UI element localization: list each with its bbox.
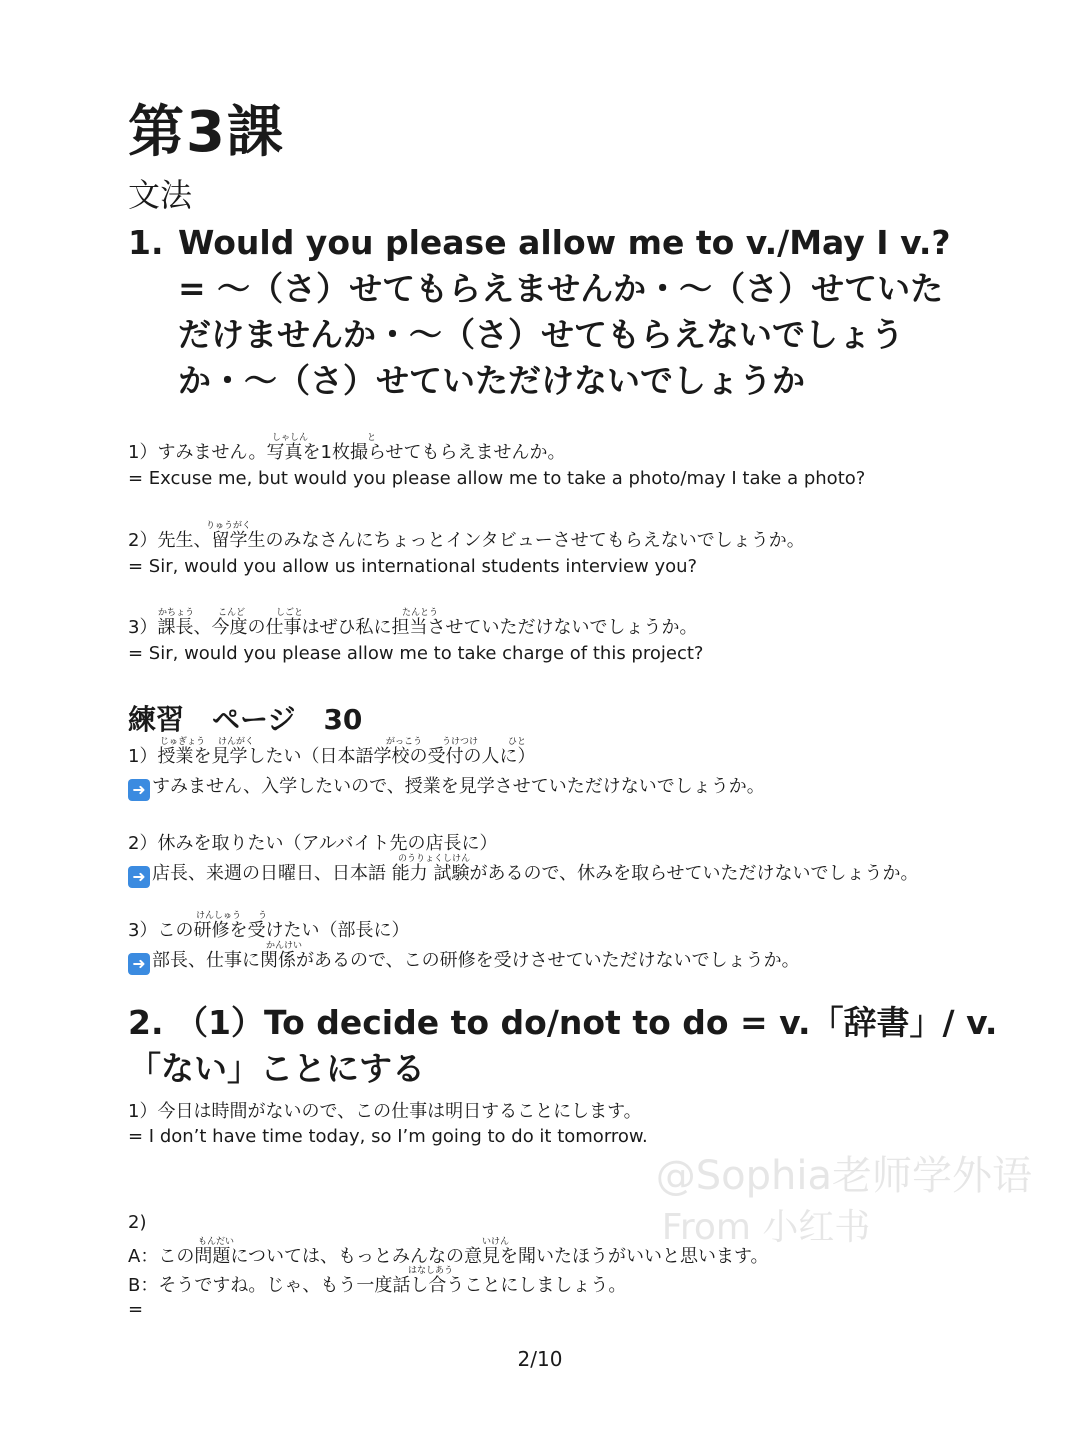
right-arrow-icon: ➜	[128, 779, 150, 801]
practice-a3	[128, 946, 800, 975]
furigana-uketsuke: うけつけ	[442, 737, 479, 747]
practice-a2	[128, 859, 919, 888]
furigana-to: と	[367, 433, 377, 443]
section2-ex2-a: A：この問題については、もっとみんなの意見を聞いたほうがいいと思います。	[128, 1246, 769, 1267]
furigana-kachou: かちょう	[158, 608, 195, 618]
watermark-line2: From 小红书	[661, 1207, 871, 1248]
page-number: 2/10	[517, 1347, 563, 1371]
furigana-u: う	[258, 911, 268, 921]
example1-en: = Excuse me, but would you please allow me to take a photo/may I take a photo?	[128, 468, 866, 489]
right-arrow-icon: ➜	[128, 866, 150, 888]
practice-a2-text: 店長、来週の日曜日、日本語 能力 試験があるので、休みを取らせていただけないでしょうか。	[152, 863, 919, 884]
furigana-shigoto: しごと	[276, 608, 304, 618]
furigana-gakkou: がっこう	[386, 737, 423, 747]
furigana-hito: ひと	[508, 737, 527, 747]
example2-jp: 2）先生、留学生のみなさんにちょっとインタビューさせてもらえないでしょうか。	[128, 530, 805, 551]
example1-jp: 1）すみません。写真を1枚撮らせてもらえませんか。	[128, 442, 566, 463]
watermark-line1: @Sophia老师学外语	[655, 1153, 1032, 1199]
section2-ex2-label: 2)	[128, 1212, 147, 1233]
watermark	[656, 1150, 1032, 1254]
practice-a3-text: 部長、仕事に関係があるので、この研修を受けさせていただけないでしょうか。	[152, 950, 800, 971]
section1-heading-text: Would you please allow me to v./May I v.? = 〜（さ）せてもらえませんか・〜（さ）せていただけませんか・〜（さ）せてもらえないでしょうか・〜（さ）せていただけないでしょうか	[178, 223, 951, 400]
section2-heading-line1: 2. （1）To decide to do/not to do = v.「辞書」/ v.	[128, 1003, 998, 1042]
example3-jp: 3）課長、今度の仕事はぜひ私に担当させていただけないでしょうか。	[128, 617, 698, 638]
furigana-iken: いけん	[482, 1237, 510, 1247]
page-subtitle: 文法	[128, 176, 193, 214]
furigana-shashin: しゃしん	[272, 433, 309, 443]
furigana-jugyou: じゅぎょう	[160, 737, 206, 747]
practice-q3: 3）この研修を受けたい（部長に）	[128, 920, 410, 941]
practice-a1	[128, 772, 765, 801]
furigana-kondo: こんど	[218, 608, 246, 618]
furigana-kankei: かんけい	[266, 941, 303, 951]
section2-ex1-jp: 1）今日は時間がないので、この仕事は明日することにします。	[128, 1101, 642, 1122]
furigana-ryuugaku: りゅうがく	[206, 521, 252, 531]
page-title: 第3課	[128, 100, 285, 165]
practice-a1-text: すみません、入学したいので、授業を見学させていただけないでしょうか。	[152, 776, 765, 797]
example2-en: = Sir, would you allow us international students interview you?	[128, 556, 698, 577]
practice-heading: 練習 ページ 30	[128, 703, 363, 736]
section2-ex2-eq: =	[128, 1299, 144, 1320]
practice-q1: 1）授業を見学したい（日本語学校の受付の人に）	[128, 746, 536, 767]
section2-heading-line2: 「ない」ことにする	[128, 1049, 425, 1088]
furigana-kenshuu: けんしゅう	[196, 911, 242, 921]
section2-ex2-b: B：そうですね。じゃ、もう一度話し合うことにしましょう。	[128, 1275, 627, 1296]
furigana-nouryoku: のうりょくしけん	[398, 854, 471, 864]
section1-heading	[128, 220, 958, 404]
practice-q2: 2）休みを取りたい（アルバイト先の店長に）	[128, 833, 498, 854]
section1-number: 1.	[128, 223, 164, 262]
right-arrow-icon: ➜	[128, 953, 150, 975]
furigana-mondai: もんだい	[198, 1237, 235, 1247]
section2-ex1-en: = I don’t have time today, so I’m going to do it tomorrow.	[128, 1126, 648, 1147]
furigana-tantou: たんとう	[402, 608, 439, 618]
furigana-kengaku: けんがく	[218, 737, 255, 747]
example3-en: = Sir, would you please allow me to take charge of this project?	[128, 643, 704, 664]
furigana-hanashiau: はなしあう	[408, 1266, 454, 1276]
